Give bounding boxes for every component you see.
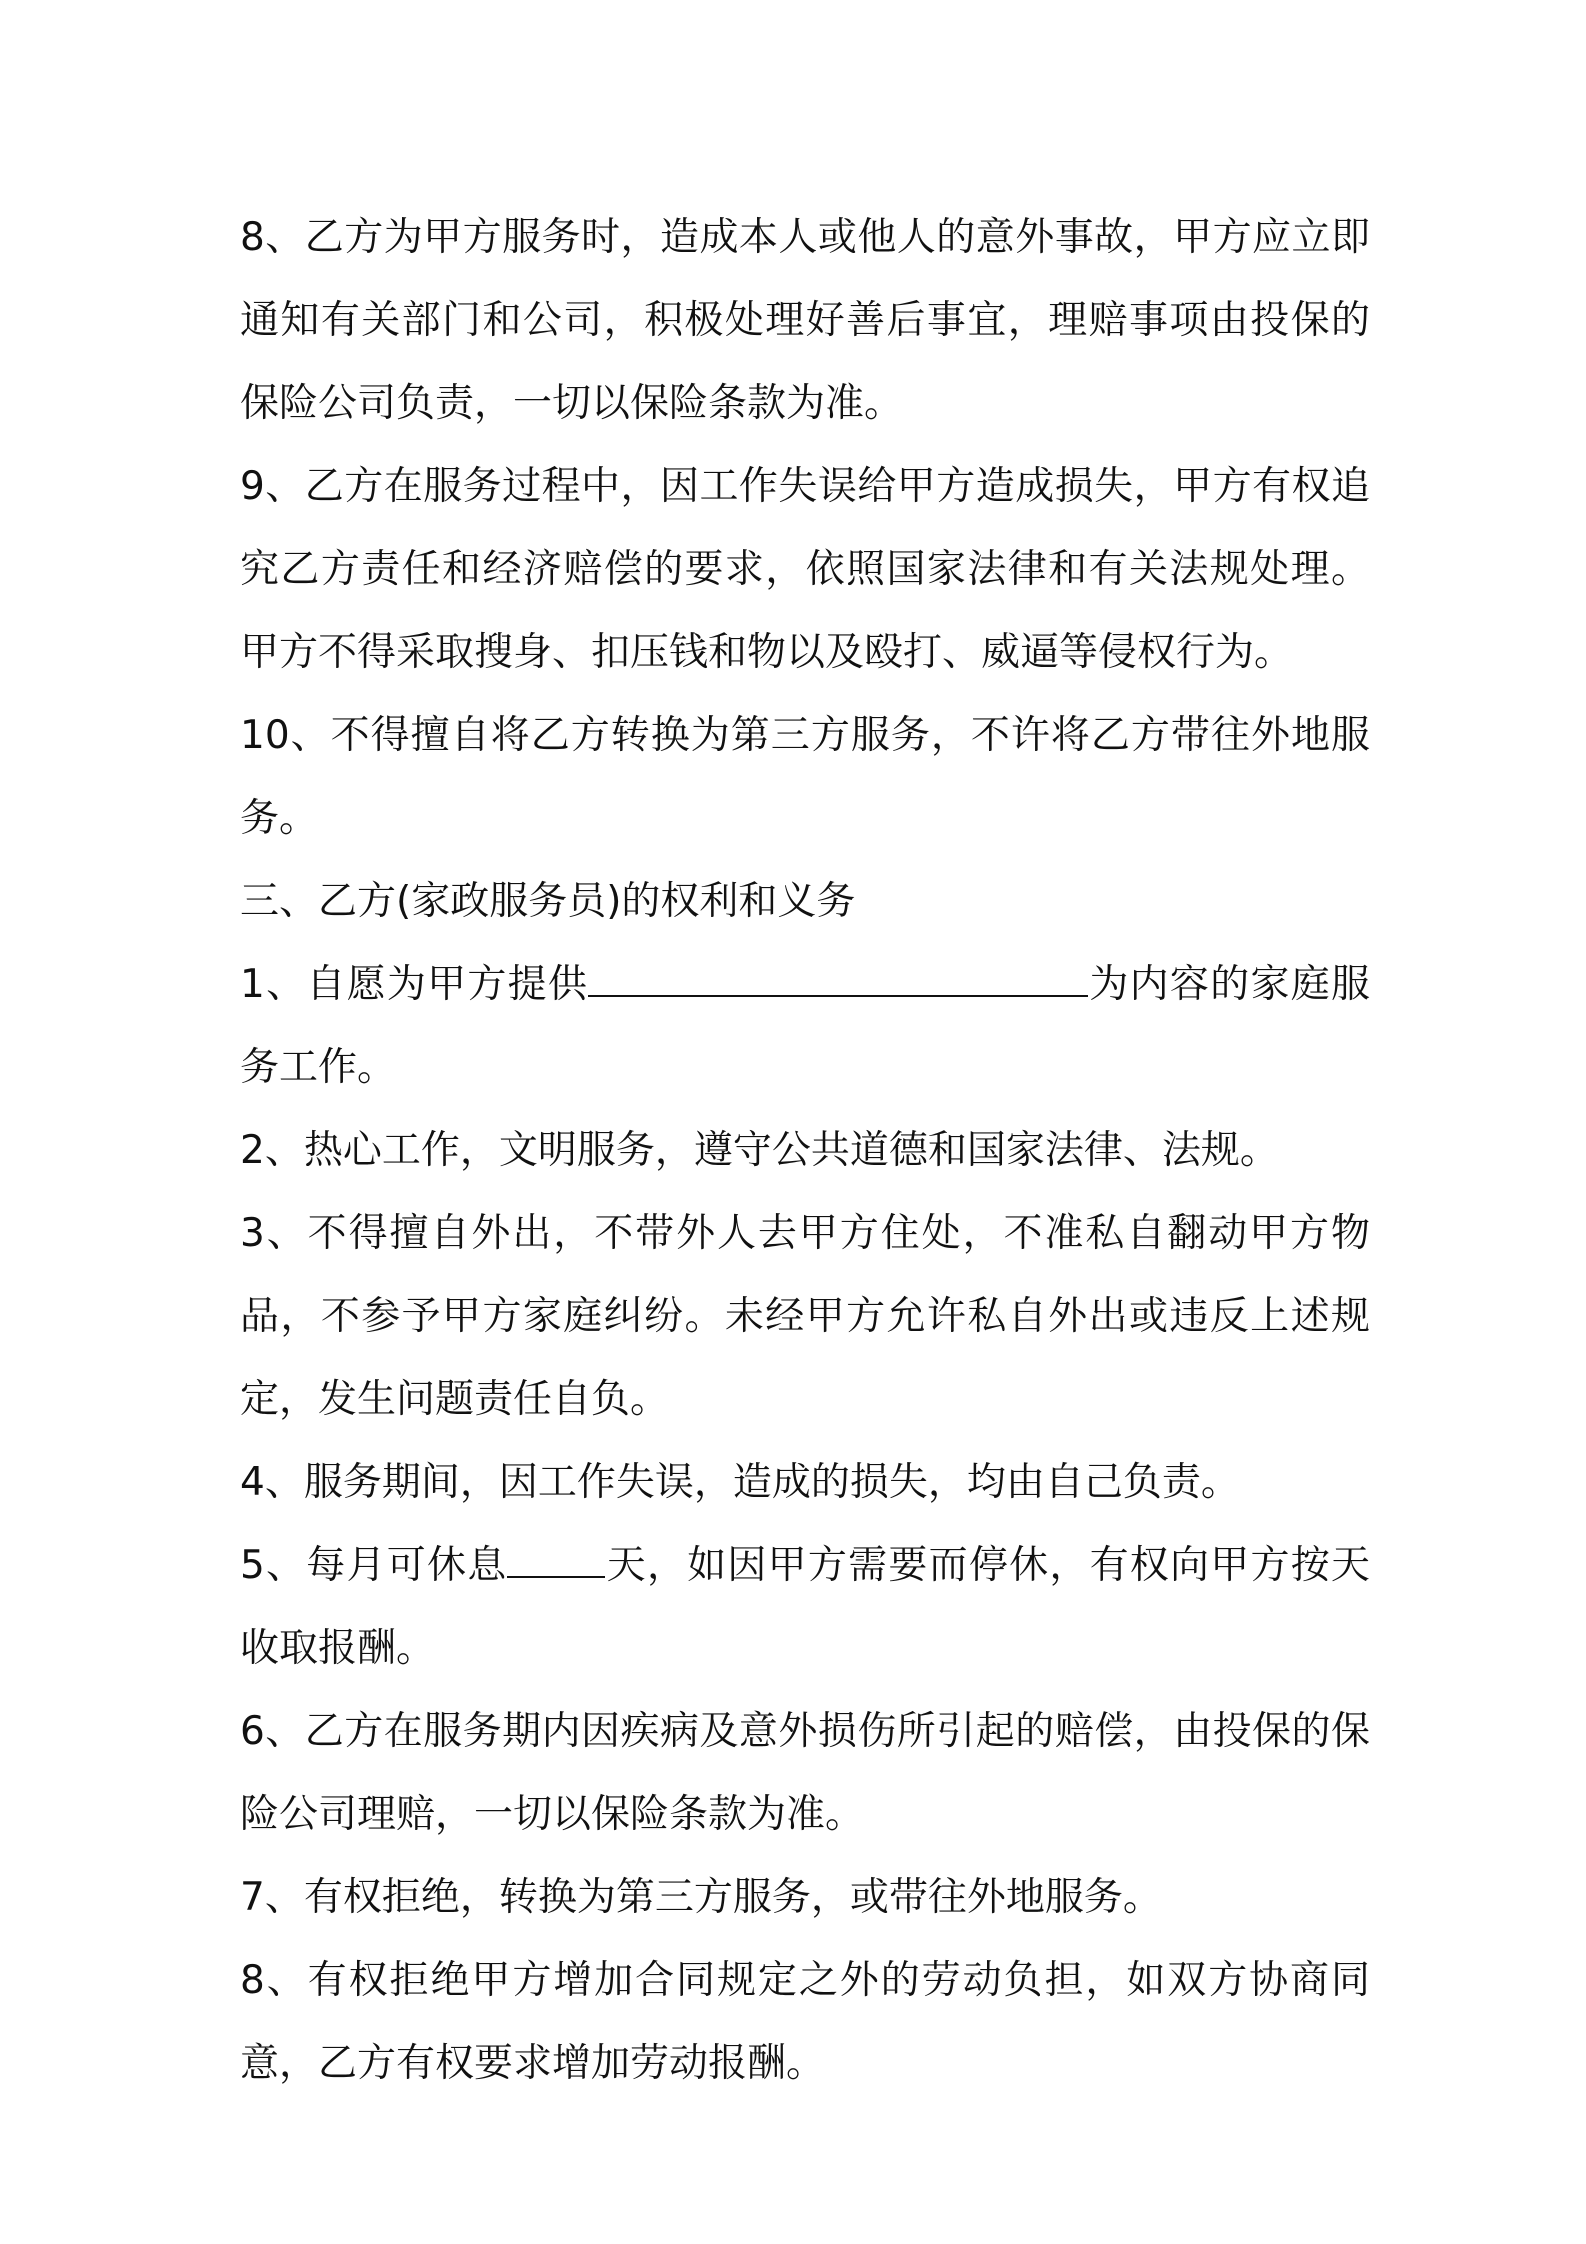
document-body xyxy=(240,196,1370,2105)
clause-3-5-before: 5、每月可休息 xyxy=(240,1543,508,1588)
clause-3-2: 2、热心工作，文明服务，遵守公共道德和国家法律、法规。 xyxy=(240,1128,1279,1173)
clause-3-1-after: 为内容的家庭服务工作。 xyxy=(240,962,1370,1090)
fill-blank-service-content xyxy=(588,960,1088,997)
clause-3-1-before: 1、自愿为甲方提供 xyxy=(240,962,589,1007)
fill-blank-rest-days xyxy=(507,1541,605,1578)
clause-3-5 xyxy=(240,1524,1370,1690)
clause-3-6: 6、乙方在服务期内因疾病及意外损伤所引起的赔偿，由投保的保险公司理赔，一切以保险条款为准。 xyxy=(240,1709,1370,1837)
clause-yi-9: 9、乙方在服务过程中，因工作失误给甲方造成损失，甲方有权追究乙方责任和经济赔偿的要求，依照国家法律和有关法规处理。甲方不得采取搜身、扣压钱和物以及殴打、威逼等侵权行为。 xyxy=(240,464,1370,675)
section-heading-three: 三、乙方(家政服务员)的权利和义务 xyxy=(240,879,856,924)
clause-3-7: 7、有权拒绝，转换为第三方服务，或带往外地服务。 xyxy=(240,1875,1162,1920)
clause-yi-10: 10、不得擅自将乙方转换为第三方服务，不许将乙方带往外地服务。 xyxy=(240,713,1370,841)
clause-3-5-after: 天，如因甲方需要而停休，有权向甲方按天收取报酬。 xyxy=(240,1543,1370,1671)
clause-3-1 xyxy=(240,943,1370,1109)
clause-3-4: 4、服务期间，因工作失误，造成的损失，均由自己负责。 xyxy=(240,1460,1240,1505)
clause-yi-8: 8、乙方为甲方服务时，造成本人或他人的意外事故，甲方应立即通知有关部门和公司，积极处理好善后事宜，理赔事项由投保的保险公司负责，一切以保险条款为准。 xyxy=(240,215,1370,426)
clause-3-3: 3、不得擅自外出，不带外人去甲方住处，不准私自翻动甲方物品，不参予甲方家庭纠纷。未经甲方允许私自外出或违反上述规定，发生问题责任自负。 xyxy=(240,1211,1370,1422)
clause-3-8: 8、有权拒绝甲方增加合同规定之外的劳动负担，如双方协商同意，乙方有权要求增加劳动报酬。 xyxy=(240,1958,1370,2086)
